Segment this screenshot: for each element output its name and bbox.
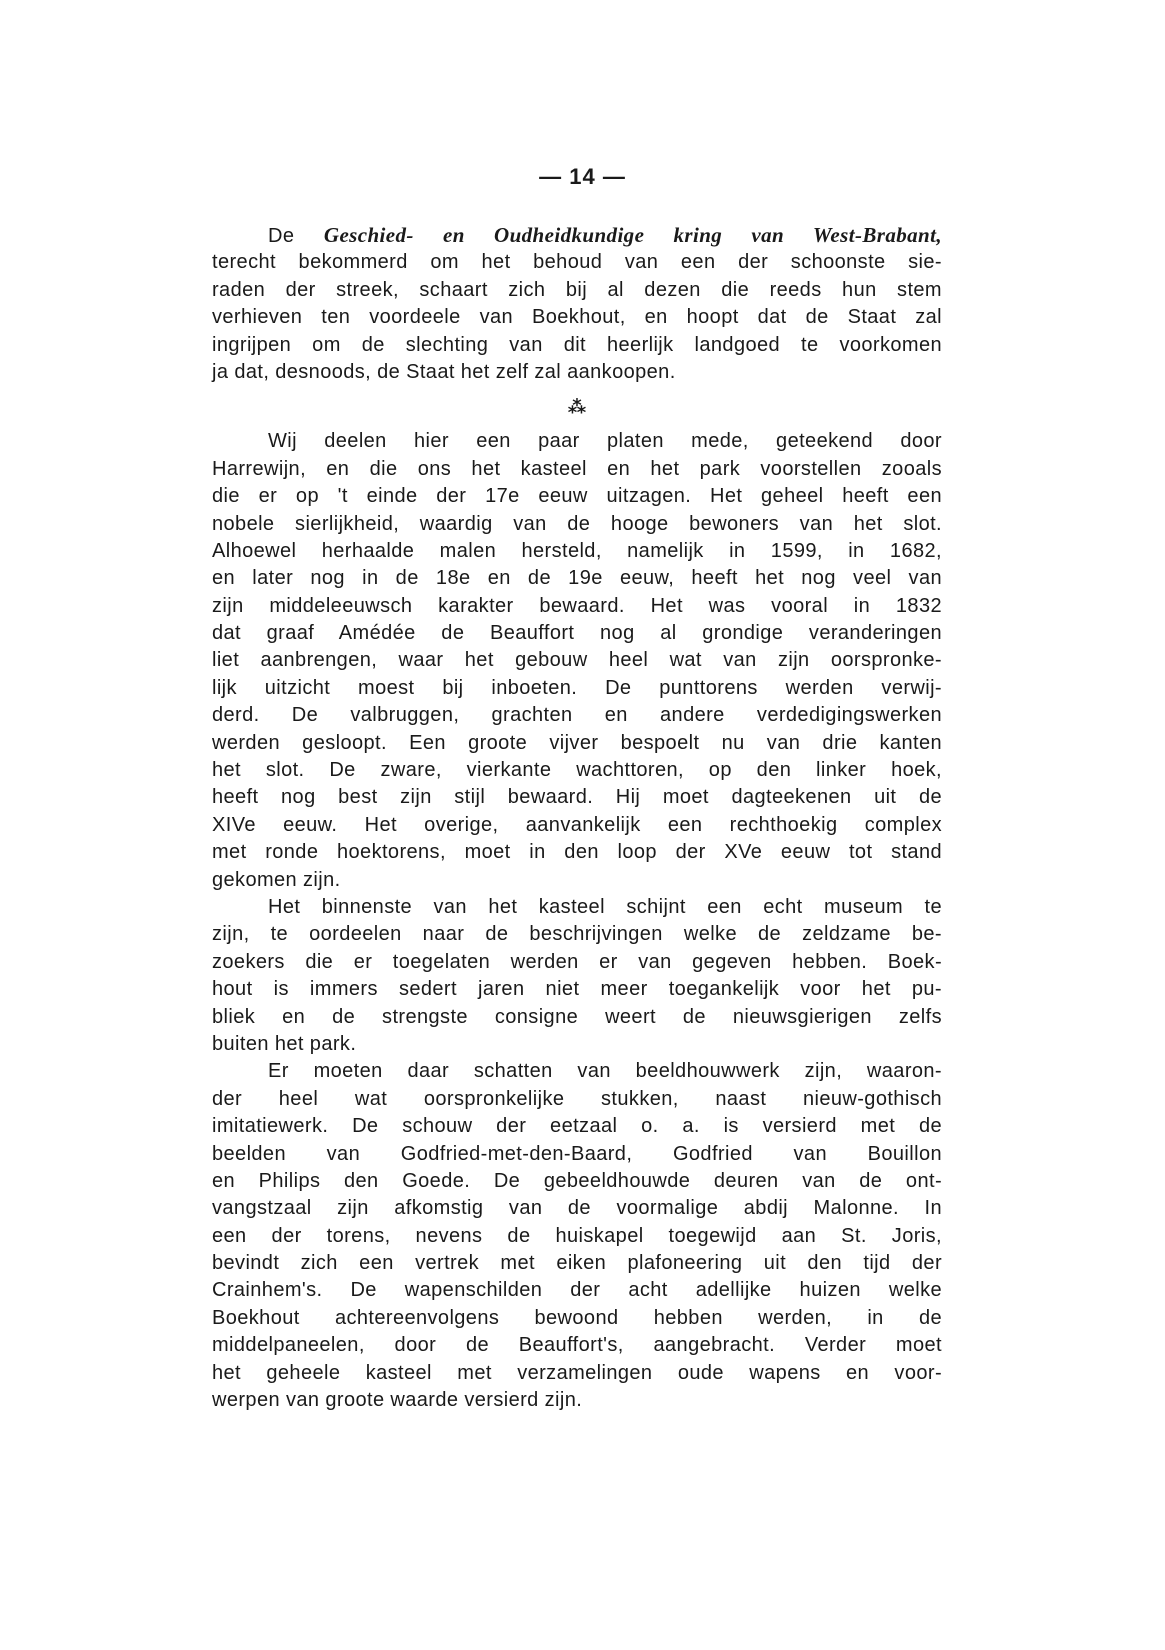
text-line: heeft nog best zijn stijl bewaard. Hij moet dagteekenen uit de xyxy=(212,786,942,809)
text-line: Harrewijn, en die ons het kasteel en het park voorstellen zooals xyxy=(212,457,942,480)
text-line: terecht bekommerd om het behoud van een der schoonste sie- xyxy=(212,251,942,274)
text-line: buiten het park. xyxy=(212,1032,357,1055)
asterism: ⁂ xyxy=(567,397,587,418)
text-line: Er moeten daar schatten van beeldhouwwerk zijn, waaron- xyxy=(268,1060,942,1083)
text-line: imitatiewerk. De schouw der eetzaal o. a. is versierd met de xyxy=(212,1115,942,1138)
text-line: verhieven ten voordeele van Boekhout, en hoopt dat de Staat zal xyxy=(212,306,942,329)
text-line: het slot. De zware, vierkante wachttoren, op den linker hoek, xyxy=(212,759,942,782)
society-name: Geschied- en Oudheidkundige kring van West-Brabant, xyxy=(323,223,942,247)
text-line: beelden van Godfried-met-den-Baard, Godfried van Bouillon xyxy=(212,1142,942,1165)
paragraph-1 xyxy=(212,222,942,386)
text-line: bevindt zich een vertrek met eiken plafoneering uit den tijd der xyxy=(212,1252,942,1275)
text-line: bliek en de strengste consigne weert de nieuwsgierigen zelfs xyxy=(212,1005,942,1028)
text-line: gekomen zijn. xyxy=(212,868,341,891)
text-line: middelpaneelen, door de Beauffort's, aangebracht. Verder moet xyxy=(212,1334,942,1357)
text-line: werpen van groote waarde versierd zijn. xyxy=(212,1389,583,1412)
text-line: een der torens, nevens de huiskapel toegewijd aan St. Joris, xyxy=(212,1224,942,1247)
section-separator xyxy=(212,386,942,428)
text-line: nobele sierlijkheid, waardig van de hooge bewoners van het slot. xyxy=(212,512,942,535)
text-line: Boekhout achtereenvolgens bewoond hebben werden, in de xyxy=(212,1306,942,1329)
text-line: vangstzaal zijn afkomstig van de voormalige abdij Malonne. In xyxy=(212,1197,942,1220)
text-line: liet aanbrengen, waar het gebouw heel wat van zijn oorspronke- xyxy=(212,649,942,672)
text-line: XIVe eeuw. Het overige, aanvankelijk een rechthoekig complex xyxy=(212,813,942,836)
text-line: werden gesloopt. Een groote vijver bespoelt nu van drie kanten xyxy=(212,731,942,754)
paragraph-4 xyxy=(212,1058,942,1414)
text-line: hout is immers sedert jaren niet meer toegankelijk voor het pu- xyxy=(212,978,942,1001)
text-line: met ronde hoektorens, moet in den loop der XVe eeuw tot stand xyxy=(212,841,942,864)
text-line: die er op 't einde der 17e eeuw uitzagen. Het geheel heeft een xyxy=(212,485,942,508)
text-line: zijn, te oordeelen naar de beschrijvingen welke de zeldzame be- xyxy=(212,923,942,946)
paragraph-3 xyxy=(212,894,942,1058)
text-line: Alhoewel herhaalde malen hersteld, namelijk in 1599, in 1682, xyxy=(212,539,942,562)
text-line: Crainhem's. De wapenschilden der acht adellijke huizen welke xyxy=(212,1279,942,1302)
text-line: zoekers die er toegelaten werden er van gegeven hebben. Boek- xyxy=(212,950,942,973)
paragraph-2 xyxy=(212,428,942,894)
text-line: Het binnenste van het kasteel schijnt een echt museum te xyxy=(268,895,942,918)
text-line: raden der streek, schaart zich bij al dezen die reeds hun stem xyxy=(212,278,942,301)
text-line: ja dat, desnoods, de Staat het zelf zal aankoopen. xyxy=(212,360,676,383)
page-number: — 14 — xyxy=(539,164,626,189)
text-line: lijk uitzicht moest bij inboeten. De punttorens werden verwij- xyxy=(212,676,942,699)
text-run: De xyxy=(268,225,324,247)
text-line xyxy=(212,222,942,249)
text-line: zijn middeleeuwsch karakter bewaard. Het was vooral in 1832 xyxy=(212,594,942,617)
text-line: dat graaf Amédée de Beauffort nog al grondige veranderingen xyxy=(212,622,942,645)
text-line: der heel wat oorspronkelijke stukken, naast nieuw-gothisch xyxy=(212,1087,942,1110)
text-line: en Philips den Goede. De gebeeldhouwde deuren van de ont- xyxy=(212,1169,942,1192)
text-line: derd. De valbruggen, grachten en andere verdedigingswerken xyxy=(212,704,942,727)
text-line: het geheele kasteel met verzamelingen oude wapens en voor- xyxy=(212,1361,942,1384)
page-body xyxy=(212,222,942,1414)
text-line: Wij deelen hier een paar platen mede, geteekend door xyxy=(268,430,942,453)
text-line: en later nog in de 18e en de 19e eeuw, heeft het nog veel van xyxy=(212,567,942,590)
text-line: ingrijpen om de slechting van dit heerlijk landgoed te voorkomen xyxy=(212,333,942,356)
